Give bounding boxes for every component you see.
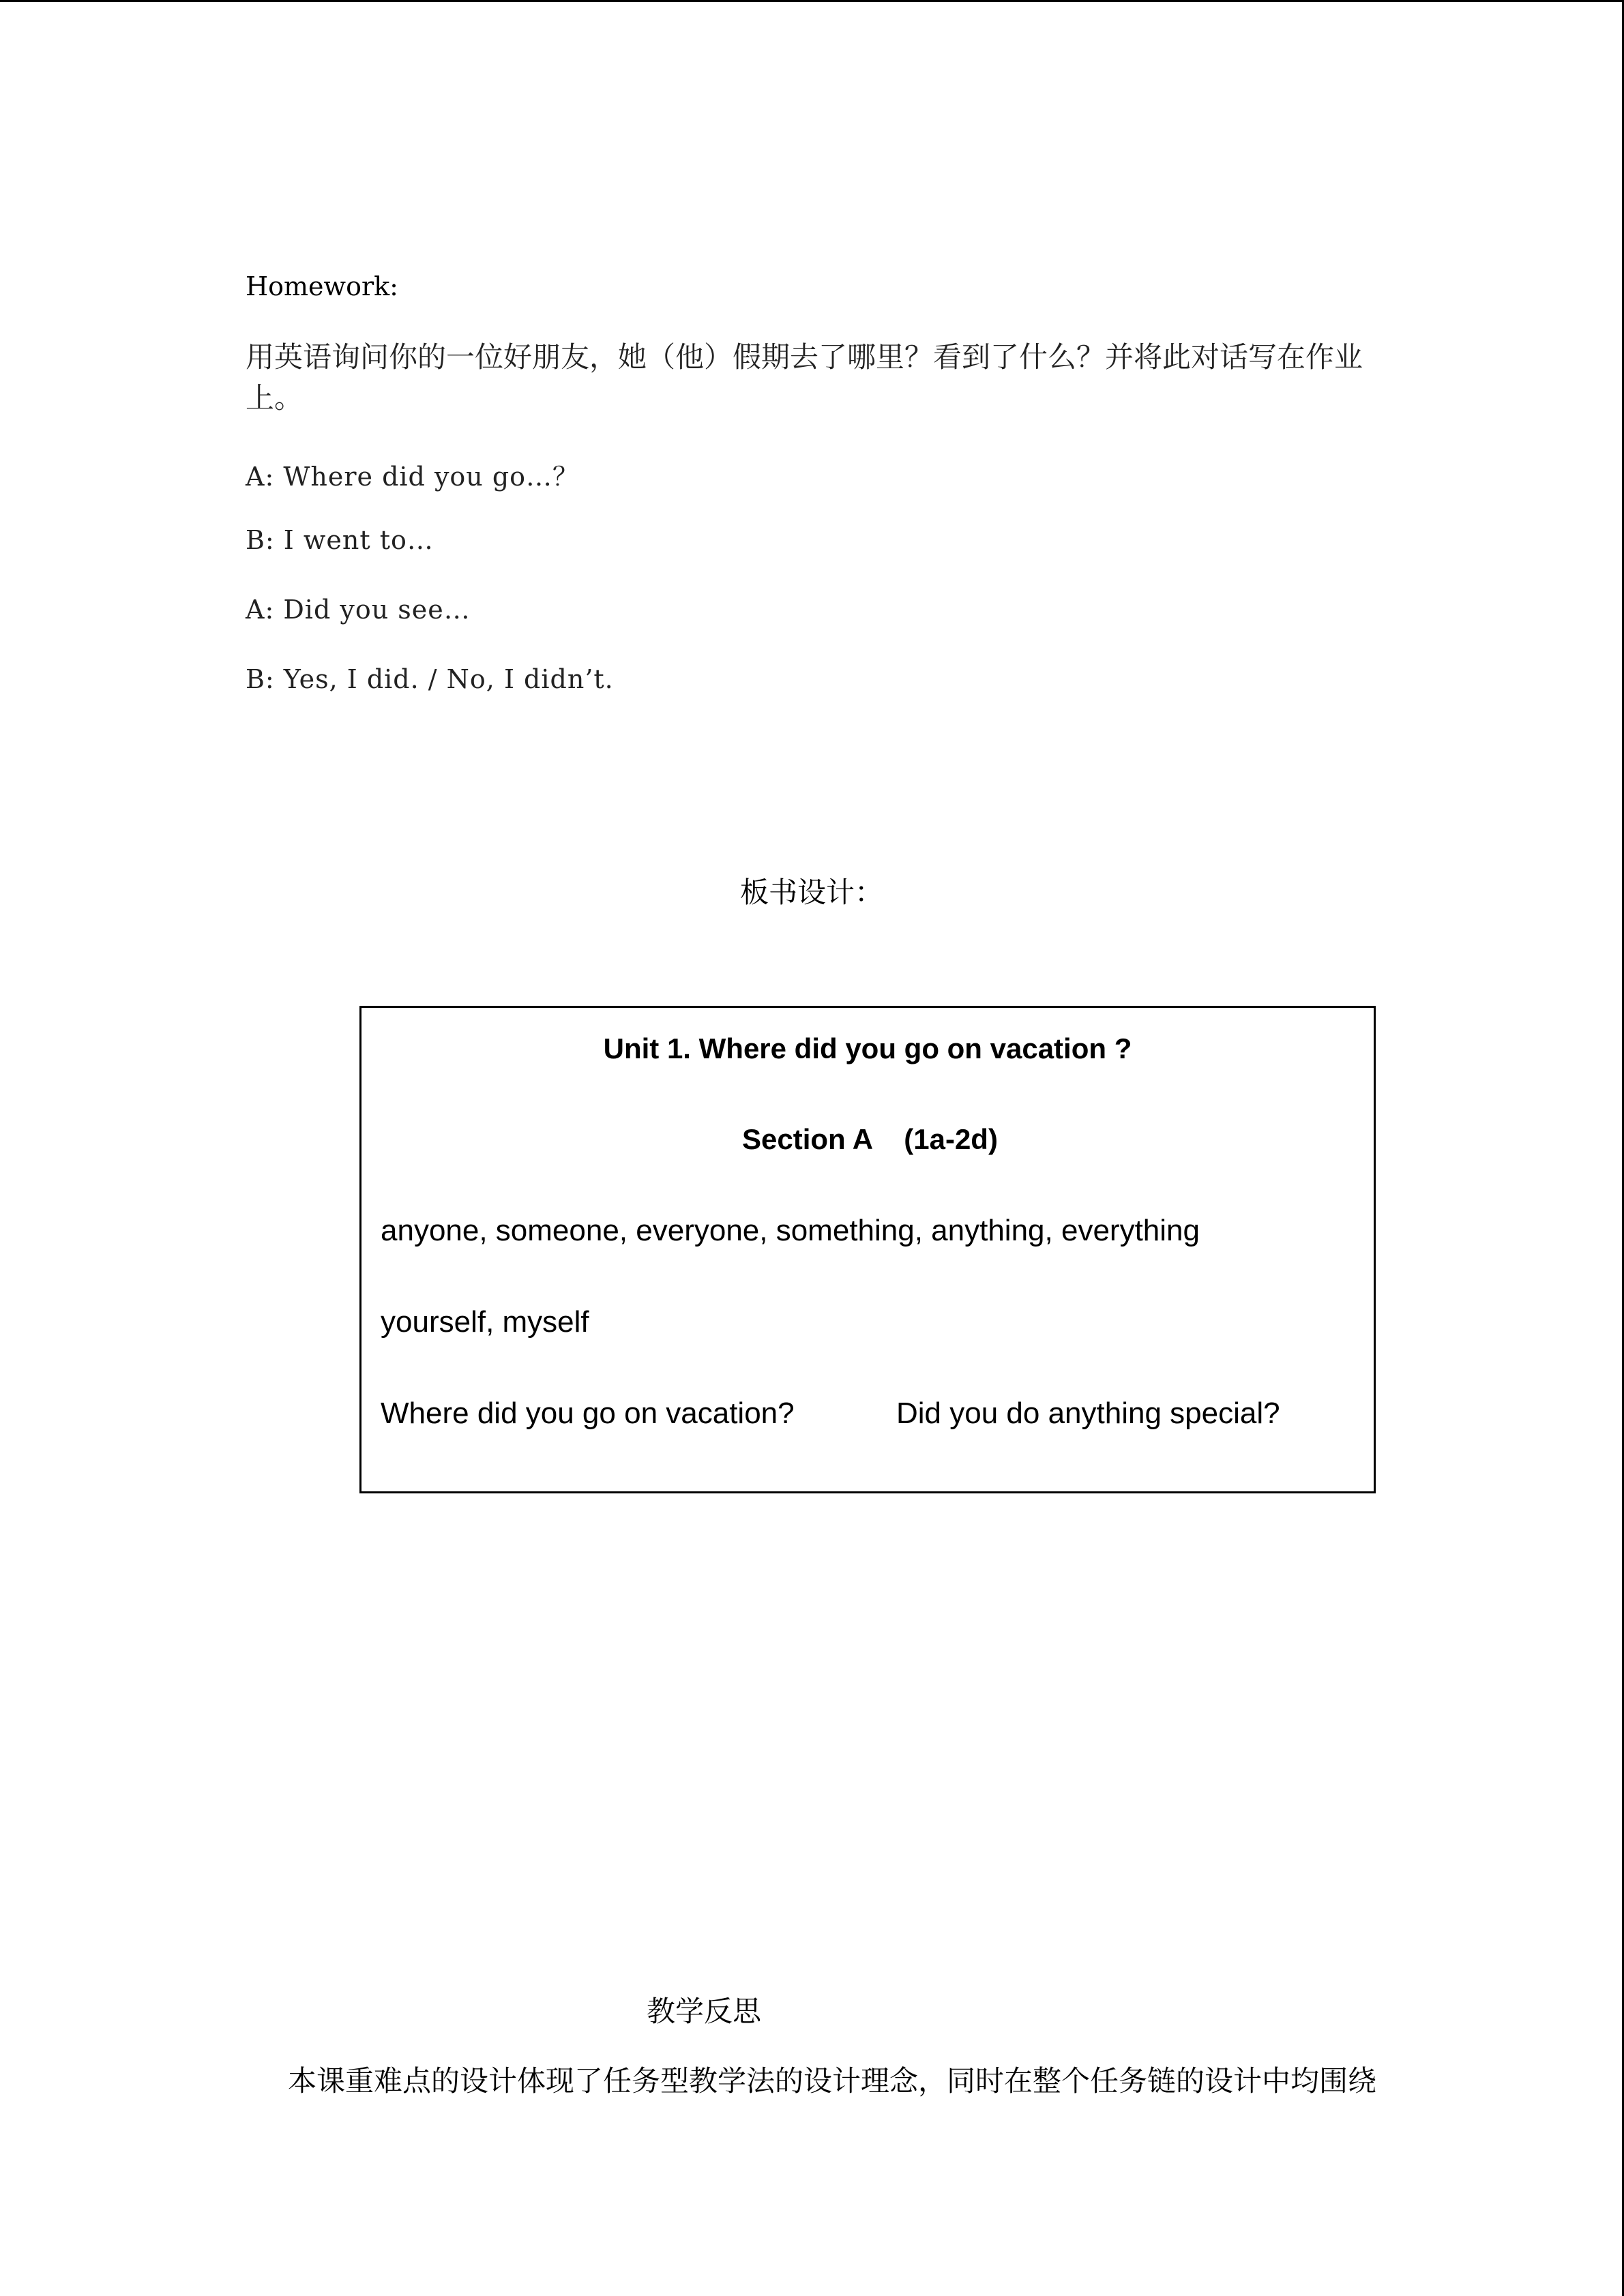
board-vocab-line-1: anyone, someone, everyone, something, anything, everything <box>381 1214 1200 1247</box>
dialogue-line-3: A: Did you see… <box>246 595 471 625</box>
dialogue-line-1: A: Where did you go…？ <box>246 462 580 492</box>
homework-instruction: 用英语询问你的一位好朋友，她（他）假期去了哪里？看到了什么？并将此对话写在作业上。 <box>246 340 1363 415</box>
board-vocab-line-2: yourself, myself <box>381 1305 589 1339</box>
dialogue-line-2: B: I went to… <box>246 525 434 555</box>
board-section-label: Section A (1a-2d) <box>742 1123 998 1155</box>
board-design-box <box>359 1006 1376 1493</box>
reflection-text: 本课重难点的设计体现了任务型教学法的设计理念，同时在整个任务链的设计中均围绕 <box>288 2065 1377 2097</box>
homework-title: Homework: <box>246 271 398 301</box>
board-unit-title: Unit 1. Where did you go on vacation ? <box>603 1032 1132 1064</box>
board-design-heading: 板书设计： <box>740 876 884 908</box>
page-top-border <box>0 0 1624 2</box>
reflection-heading: 教学反思 <box>647 1995 762 2027</box>
dialogue-line-4: B: Yes, I did. / No, I didn’t. <box>246 664 614 694</box>
board-question-1: Where did you go on vacation? <box>381 1397 795 1430</box>
board-question-2: Did you do anything special? <box>896 1397 1280 1430</box>
